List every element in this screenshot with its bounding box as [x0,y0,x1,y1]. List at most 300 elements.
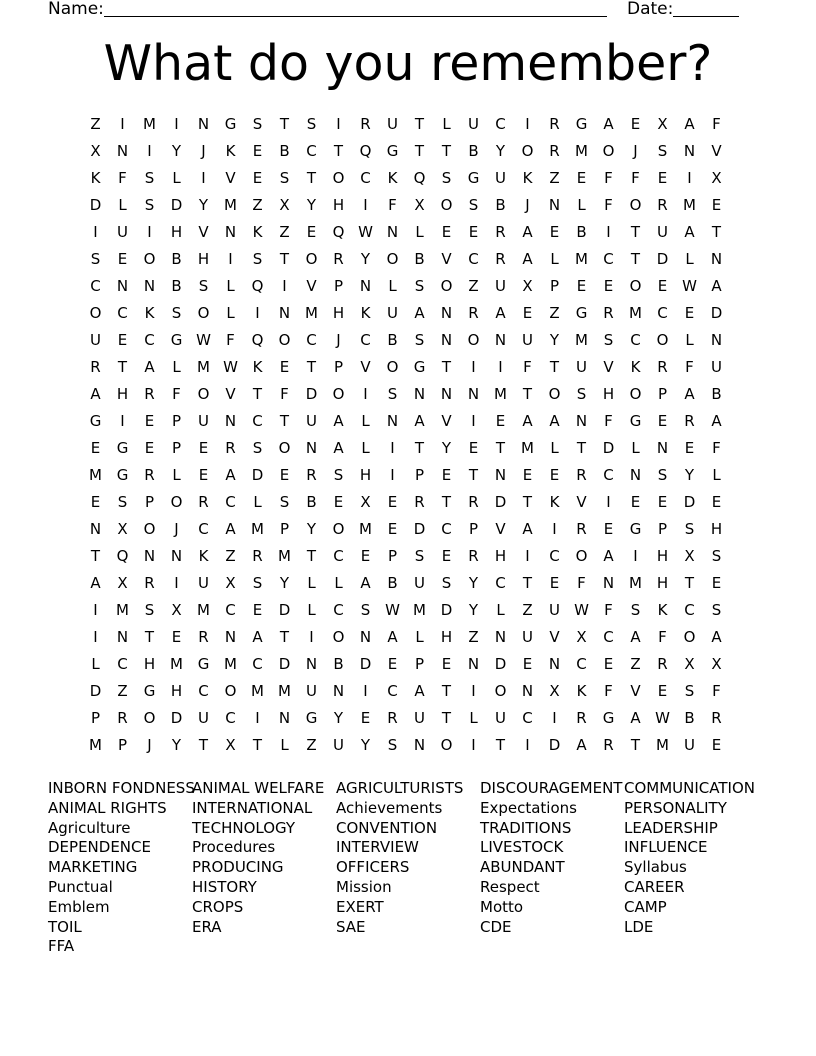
grid-letter[interactable]: E [576,169,587,187]
grid-letter[interactable]: U [387,304,398,322]
grid-letter[interactable]: X [711,655,722,673]
grid-letter[interactable]: I [525,115,530,133]
grid-letter[interactable]: R [495,250,506,268]
grid-letter[interactable]: R [333,250,344,268]
grid-letter[interactable]: S [306,115,317,133]
grid-letter[interactable]: N [548,655,561,673]
grid-letter[interactable]: M [494,385,507,403]
grid-letter[interactable]: F [577,574,586,592]
grid-letter[interactable]: N [386,412,399,430]
grid-letter[interactable]: E [387,493,398,511]
grid-letter[interactable]: R [684,412,695,430]
grid-letter[interactable]: E [657,277,668,295]
grid-letter[interactable]: S [252,439,263,457]
grid-letter[interactable]: N [278,709,291,727]
grid-letter[interactable]: J [336,331,341,349]
grid-letter[interactable]: U [90,331,101,349]
grid-letter[interactable]: D [89,196,102,214]
grid-letter[interactable]: T [414,439,425,457]
grid-letter[interactable]: F [604,169,613,187]
grid-letter[interactable]: H [602,385,615,403]
grid-letter[interactable]: A [522,520,533,538]
grid-letter[interactable]: W [682,277,697,295]
grid-letter[interactable]: I [147,223,152,241]
grid-letter[interactable]: S [252,574,263,592]
grid-letter[interactable]: C [360,331,371,349]
grid-letter[interactable]: K [252,358,263,376]
grid-letter[interactable]: G [602,709,615,727]
grid-letter[interactable]: V [711,142,722,160]
grid-letter[interactable]: M [575,250,588,268]
grid-letter[interactable]: E [495,412,506,430]
grid-letter[interactable]: S [657,142,668,160]
grid-letter[interactable]: B [495,196,506,214]
grid-letter[interactable]: U [495,169,506,187]
grid-letter[interactable]: O [278,331,291,349]
grid-letter[interactable]: S [360,601,371,619]
grid-letter[interactable]: Z [225,547,236,565]
grid-letter[interactable]: R [657,358,668,376]
grid-letter[interactable]: I [336,115,341,133]
date-field[interactable] [673,0,739,17]
grid-letter[interactable]: L [685,250,694,268]
grid-letter[interactable]: L [172,169,181,187]
grid-letter[interactable]: S [144,196,155,214]
grid-letter[interactable]: P [657,385,668,403]
grid-letter[interactable]: N [413,385,426,403]
grid-letter[interactable]: A [684,223,695,241]
grid-letter[interactable]: I [687,169,692,187]
grid-letter[interactable]: A [603,115,614,133]
grid-letter[interactable]: A [711,628,722,646]
grid-letter[interactable]: Z [117,682,128,700]
grid-letter[interactable]: Q [332,223,345,241]
grid-letter[interactable]: S [711,601,722,619]
grid-letter[interactable]: T [414,142,425,160]
grid-letter[interactable]: Y [684,466,695,484]
grid-letter[interactable]: T [468,466,479,484]
grid-letter[interactable]: T [630,736,641,754]
grid-letter[interactable]: A [360,574,371,592]
grid-letter[interactable]: G [116,439,129,457]
grid-letter[interactable]: Q [413,169,426,187]
grid-letter[interactable]: I [363,682,368,700]
grid-letter[interactable]: O [440,196,453,214]
grid-letter[interactable]: C [441,520,452,538]
grid-letter[interactable]: E [549,574,560,592]
grid-letter[interactable]: O [440,277,453,295]
grid-letter[interactable]: A [144,358,155,376]
grid-letter[interactable]: I [228,250,233,268]
grid-letter[interactable]: B [414,250,425,268]
grid-letter[interactable]: L [415,223,424,241]
grid-letter[interactable]: C [657,304,668,322]
grid-letter[interactable]: Z [252,196,263,214]
grid-letter[interactable]: E [441,655,452,673]
grid-letter[interactable]: O [332,169,345,187]
grid-letter[interactable]: N [224,223,237,241]
grid-letter[interactable]: Z [90,115,101,133]
grid-letter[interactable]: I [390,439,395,457]
grid-letter[interactable]: W [655,709,670,727]
grid-letter[interactable]: L [631,439,640,457]
grid-letter[interactable]: A [252,628,263,646]
grid-letter[interactable]: A [414,412,425,430]
grid-letter[interactable]: N [440,304,453,322]
grid-letter[interactable]: I [174,115,179,133]
grid-letter[interactable]: H [116,385,129,403]
grid-letter[interactable]: E [252,142,263,160]
grid-letter[interactable]: C [117,304,128,322]
grid-letter[interactable]: Y [468,601,479,619]
grid-letter[interactable]: R [495,223,506,241]
grid-letter[interactable]: L [550,439,559,457]
grid-letter[interactable]: N [629,466,642,484]
grid-letter[interactable]: I [552,520,557,538]
grid-letter[interactable]: U [198,709,209,727]
grid-letter[interactable]: P [144,493,155,511]
grid-letter[interactable]: K [360,304,371,322]
grid-letter[interactable]: E [630,115,641,133]
grid-letter[interactable]: L [334,574,343,592]
grid-letter[interactable]: M [89,466,102,484]
grid-letter[interactable]: N [710,250,723,268]
grid-letter[interactable]: E [684,439,695,457]
grid-letter[interactable]: L [415,628,424,646]
grid-letter[interactable]: P [414,655,425,673]
grid-letter[interactable]: V [603,358,614,376]
grid-letter[interactable]: A [225,520,236,538]
grid-letter[interactable]: E [657,169,668,187]
grid-letter[interactable]: U [306,412,317,430]
grid-letter[interactable]: L [307,574,316,592]
grid-letter[interactable]: S [387,385,398,403]
grid-letter[interactable]: A [225,466,236,484]
grid-letter[interactable]: U [198,574,209,592]
grid-letter[interactable]: A [630,709,641,727]
grid-letter[interactable]: T [711,223,722,241]
grid-letter[interactable]: I [471,682,476,700]
grid-letter[interactable]: O [143,520,156,538]
grid-letter[interactable]: G [629,520,642,538]
grid-letter[interactable]: R [225,439,236,457]
grid-letter[interactable]: Y [198,196,209,214]
grid-letter[interactable]: M [89,736,102,754]
grid-letter[interactable]: T [441,709,452,727]
grid-letter[interactable]: X [576,628,587,646]
grid-letter[interactable]: C [333,547,344,565]
grid-letter[interactable]: T [117,358,128,376]
grid-letter[interactable]: L [307,601,316,619]
grid-letter[interactable]: A [414,682,425,700]
grid-letter[interactable]: S [279,493,290,511]
grid-letter[interactable]: M [116,601,129,619]
grid-letter[interactable]: K [657,601,668,619]
grid-letter[interactable]: J [633,142,638,160]
grid-letter[interactable]: I [309,628,314,646]
grid-letter[interactable]: T [522,574,533,592]
grid-letter[interactable]: N [548,196,561,214]
grid-letter[interactable]: R [711,709,722,727]
grid-letter[interactable]: H [656,547,669,565]
grid-letter[interactable]: N [116,277,129,295]
grid-letter[interactable]: M [278,547,291,565]
grid-letter[interactable]: C [333,601,344,619]
grid-letter[interactable]: I [606,493,611,511]
grid-letter[interactable]: L [496,601,505,619]
grid-letter[interactable]: T [441,493,452,511]
grid-letter[interactable]: I [255,304,260,322]
grid-letter[interactable]: H [197,250,210,268]
grid-letter[interactable]: E [90,493,101,511]
grid-letter[interactable]: G [224,115,237,133]
grid-letter[interactable]: T [522,385,533,403]
grid-letter[interactable]: O [332,385,345,403]
grid-letter[interactable]: S [333,466,344,484]
grid-letter[interactable]: D [359,655,372,673]
grid-letter[interactable]: K [576,682,587,700]
grid-letter[interactable]: L [388,277,397,295]
grid-letter[interactable]: Q [251,277,264,295]
grid-letter[interactable]: E [333,493,344,511]
grid-letter[interactable]: J [174,520,179,538]
grid-letter[interactable]: W [385,601,400,619]
grid-letter[interactable]: Y [360,736,371,754]
grid-letter[interactable]: E [252,601,263,619]
grid-letter[interactable]: T [252,385,263,403]
grid-letter[interactable]: U [468,115,479,133]
grid-letter[interactable]: G [197,655,210,673]
grid-letter[interactable]: E [117,250,128,268]
grid-letter[interactable]: A [603,547,614,565]
grid-letter[interactable]: D [548,736,561,754]
grid-letter[interactable]: A [333,439,344,457]
grid-letter[interactable]: N [116,628,129,646]
grid-letter[interactable]: B [684,709,695,727]
grid-letter[interactable]: Z [306,736,317,754]
grid-letter[interactable]: N [467,385,480,403]
grid-letter[interactable]: J [525,196,530,214]
grid-letter[interactable]: D [683,493,696,511]
grid-letter[interactable]: D [602,439,615,457]
grid-letter[interactable]: O [278,439,291,457]
grid-letter[interactable]: T [279,412,290,430]
grid-letter[interactable]: A [630,628,641,646]
grid-letter[interactable]: G [143,682,156,700]
grid-letter[interactable]: F [658,628,667,646]
grid-letter[interactable]: L [361,439,370,457]
grid-letter[interactable]: G [575,115,588,133]
grid-letter[interactable]: R [603,304,614,322]
grid-letter[interactable]: R [657,655,668,673]
grid-letter[interactable]: Y [306,520,317,538]
grid-letter[interactable]: S [144,601,155,619]
grid-letter[interactable]: Y [441,439,452,457]
grid-letter[interactable]: H [656,574,669,592]
grid-letter[interactable]: E [630,493,641,511]
grid-letter[interactable]: O [305,250,318,268]
grid-letter[interactable]: N [170,547,183,565]
grid-letter[interactable]: V [225,385,236,403]
grid-letter[interactable]: F [388,196,397,214]
grid-letter[interactable]: P [657,520,668,538]
grid-letter[interactable]: D [251,466,264,484]
grid-letter[interactable]: O [440,736,453,754]
grid-letter[interactable]: R [414,493,425,511]
grid-letter[interactable]: D [305,385,318,403]
grid-letter[interactable]: B [171,250,182,268]
grid-letter[interactable]: K [225,142,236,160]
grid-letter[interactable]: M [305,304,318,322]
grid-letter[interactable]: G [386,142,399,160]
grid-letter[interactable]: P [468,520,479,538]
grid-letter[interactable]: N [143,547,156,565]
grid-letter[interactable]: F [280,385,289,403]
grid-letter[interactable]: U [495,709,506,727]
grid-letter[interactable]: N [359,277,372,295]
grid-letter[interactable]: R [117,709,128,727]
grid-letter[interactable]: B [279,142,290,160]
grid-letter[interactable]: E [603,277,614,295]
grid-letter[interactable]: A [414,304,425,322]
grid-letter[interactable]: E [171,628,182,646]
grid-letter[interactable]: I [633,547,638,565]
grid-letter[interactable]: H [710,520,723,538]
grid-letter[interactable]: T [144,628,155,646]
grid-letter[interactable]: F [604,412,613,430]
grid-letter[interactable]: O [656,331,669,349]
grid-letter[interactable]: C [603,466,614,484]
grid-letter[interactable]: C [495,574,506,592]
grid-letter[interactable]: O [89,304,102,322]
grid-letter[interactable]: A [711,412,722,430]
grid-letter[interactable]: P [333,358,344,376]
grid-letter[interactable]: F [712,682,721,700]
grid-letter[interactable]: I [363,196,368,214]
grid-letter[interactable]: R [576,709,587,727]
grid-letter[interactable]: T [279,115,290,133]
grid-letter[interactable]: L [226,277,235,295]
grid-letter[interactable]: P [279,520,290,538]
grid-letter[interactable]: E [198,466,209,484]
grid-letter[interactable]: M [521,439,534,457]
grid-letter[interactable]: N [494,466,507,484]
grid-letter[interactable]: I [120,115,125,133]
grid-letter[interactable]: L [118,196,127,214]
grid-letter[interactable]: E [711,736,722,754]
grid-letter[interactable]: L [685,331,694,349]
grid-letter[interactable]: U [522,628,533,646]
grid-letter[interactable]: A [387,628,398,646]
grid-letter[interactable]: N [305,439,318,457]
grid-letter[interactable]: D [710,304,723,322]
grid-letter[interactable]: G [305,709,318,727]
grid-letter[interactable]: W [223,358,238,376]
grid-letter[interactable]: C [252,655,263,673]
grid-letter[interactable]: L [442,115,451,133]
grid-letter[interactable]: A [711,277,722,295]
grid-letter[interactable]: I [120,412,125,430]
grid-letter[interactable]: O [521,142,534,160]
grid-letter[interactable]: O [602,142,615,160]
grid-letter[interactable]: E [657,682,668,700]
grid-letter[interactable]: G [467,169,480,187]
grid-letter[interactable]: B [387,331,398,349]
grid-letter[interactable]: A [495,304,506,322]
grid-letter[interactable]: O [332,628,345,646]
grid-letter[interactable]: N [116,142,129,160]
grid-letter[interactable]: U [684,736,695,754]
grid-letter[interactable]: E [603,520,614,538]
grid-letter[interactable]: R [144,466,155,484]
grid-letter[interactable]: R [252,547,263,565]
grid-letter[interactable]: O [332,520,345,538]
grid-letter[interactable]: G [629,412,642,430]
grid-letter[interactable]: O [386,250,399,268]
grid-letter[interactable]: X [657,115,668,133]
grid-letter[interactable]: D [170,196,183,214]
grid-letter[interactable]: U [117,223,128,241]
grid-letter[interactable]: F [712,439,721,457]
grid-letter[interactable]: T [495,736,506,754]
grid-letter[interactable]: R [144,385,155,403]
grid-letter[interactable]: E [387,655,398,673]
grid-letter[interactable]: U [495,277,506,295]
grid-letter[interactable]: U [522,331,533,349]
grid-letter[interactable]: M [629,304,642,322]
grid-letter[interactable]: C [684,601,695,619]
grid-letter[interactable]: D [656,250,669,268]
grid-letter[interactable]: E [657,412,668,430]
grid-letter[interactable]: T [90,547,101,565]
grid-letter[interactable]: O [197,385,210,403]
grid-letter[interactable]: R [603,736,614,754]
grid-letter[interactable]: C [549,547,560,565]
grid-letter[interactable]: E [144,412,155,430]
grid-letter[interactable]: C [225,709,236,727]
grid-letter[interactable]: N [440,331,453,349]
grid-letter[interactable]: T [306,547,317,565]
grid-letter[interactable]: M [197,358,210,376]
grid-letter[interactable]: M [413,601,426,619]
grid-letter[interactable]: T [306,358,317,376]
grid-letter[interactable]: I [471,736,476,754]
grid-letter[interactable]: T [495,439,506,457]
grid-letter[interactable]: O [629,196,642,214]
grid-letter[interactable]: H [332,304,345,322]
grid-letter[interactable]: S [144,169,155,187]
grid-letter[interactable]: T [441,142,452,160]
grid-letter[interactable]: O [683,628,696,646]
grid-letter[interactable]: B [333,655,344,673]
grid-letter[interactable]: C [387,682,398,700]
grid-letter[interactable]: C [198,682,209,700]
grid-letter[interactable]: Q [251,331,264,349]
grid-letter[interactable]: S [711,547,722,565]
grid-letter[interactable]: C [576,655,587,673]
grid-letter[interactable]: X [549,682,560,700]
grid-letter[interactable]: K [387,169,398,187]
grid-letter[interactable]: J [201,142,206,160]
grid-letter[interactable]: H [143,655,156,673]
grid-letter[interactable]: E [468,223,479,241]
grid-letter[interactable]: E [441,466,452,484]
grid-letter[interactable]: M [224,655,237,673]
grid-letter[interactable]: R [549,115,560,133]
grid-letter[interactable]: E [441,547,452,565]
grid-letter[interactable]: K [549,493,560,511]
grid-letter[interactable]: S [414,331,425,349]
